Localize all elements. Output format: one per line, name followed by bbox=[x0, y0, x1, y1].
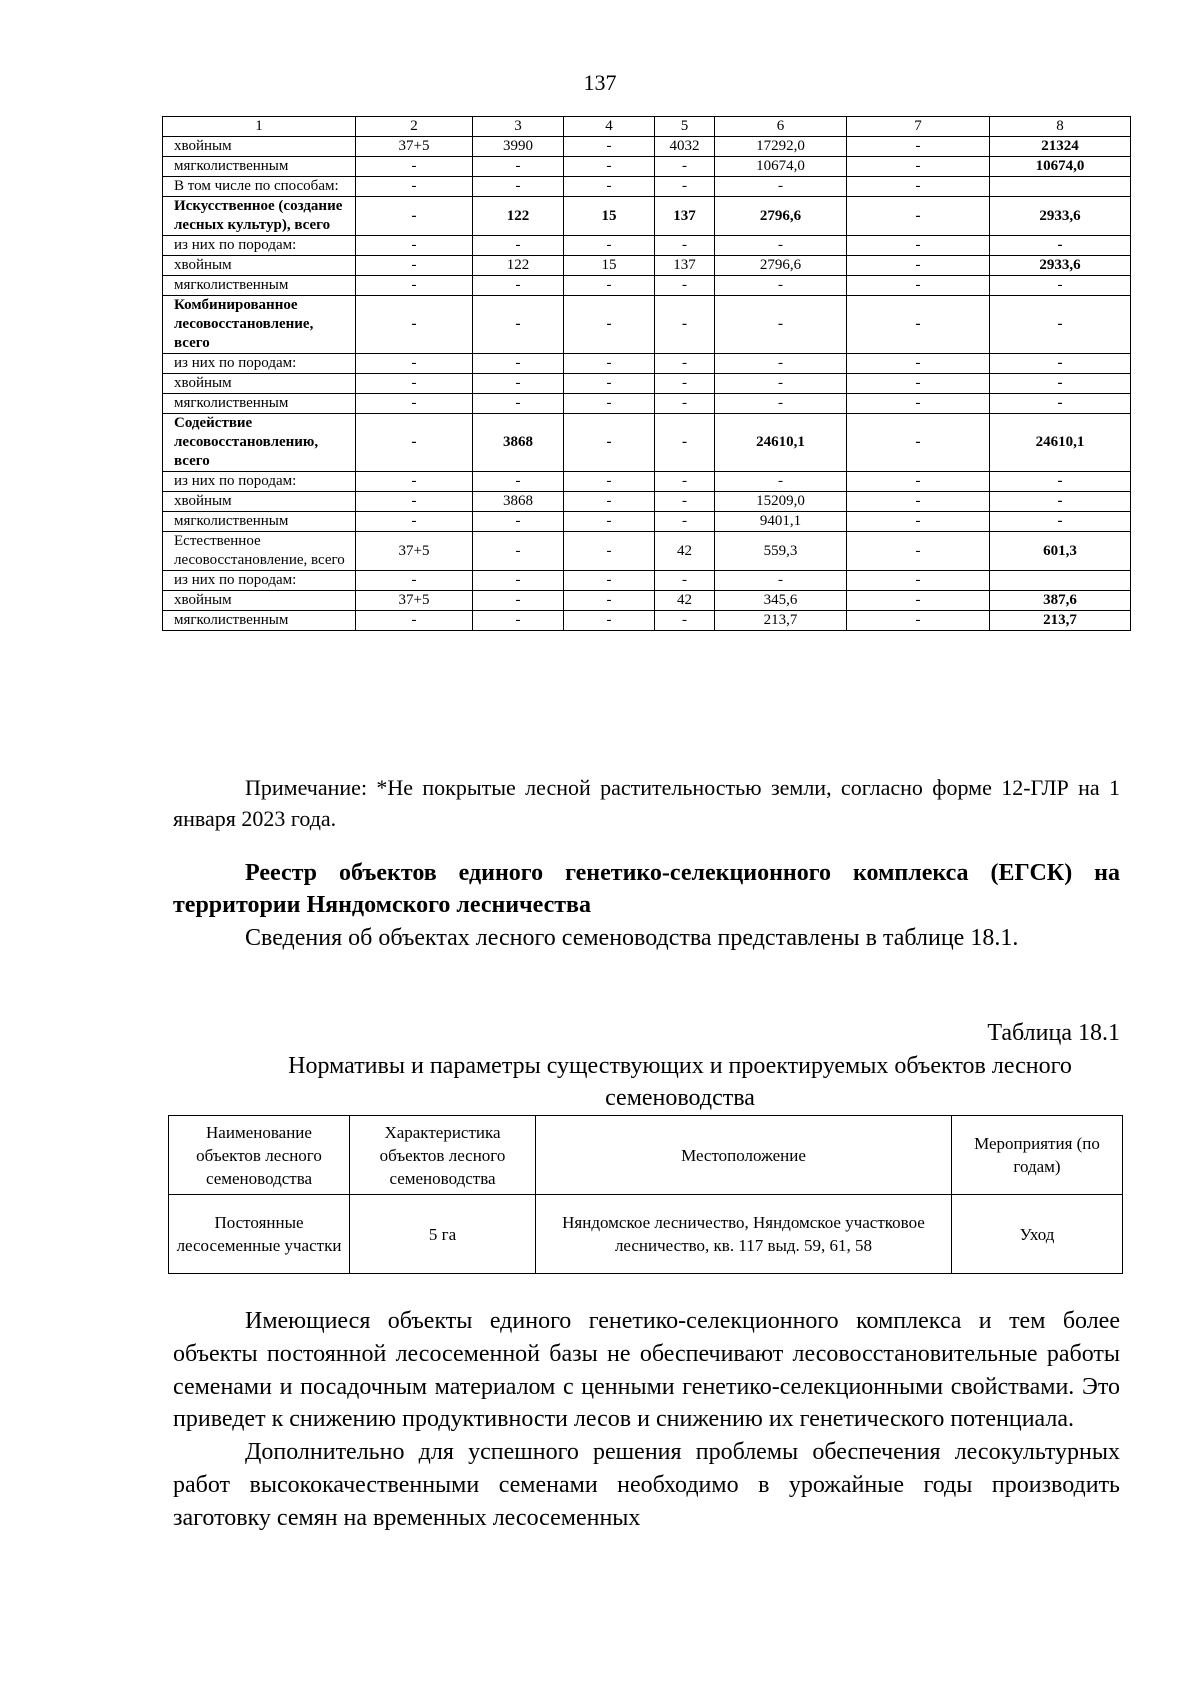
table-cell: - bbox=[655, 236, 715, 256]
table-cell: 17292,0 bbox=[715, 137, 847, 157]
table-cell: - bbox=[564, 414, 655, 472]
table-cell: - bbox=[847, 197, 990, 236]
page-number: 137 bbox=[583, 70, 617, 95]
table-cell: - bbox=[356, 414, 473, 472]
table-cell: - bbox=[564, 512, 655, 532]
table-cell: 5 га bbox=[350, 1195, 536, 1274]
table-cell: 3868 bbox=[473, 414, 564, 472]
table-cell: - bbox=[564, 137, 655, 157]
table-row bbox=[163, 414, 1131, 472]
table-cell: 42 bbox=[655, 591, 715, 611]
table-cell: - bbox=[564, 296, 655, 354]
table-cell: 15209,0 bbox=[715, 492, 847, 512]
table-cell: - bbox=[847, 137, 990, 157]
table-cell: мягколиственным bbox=[163, 276, 356, 296]
seed-objects-table bbox=[168, 1115, 1123, 1274]
table-cell bbox=[990, 571, 1131, 591]
table-header-row bbox=[163, 117, 1131, 137]
table-cell: 122 bbox=[473, 197, 564, 236]
table-cell: - bbox=[564, 472, 655, 492]
table-number: Таблица 18.1 bbox=[987, 1020, 1120, 1046]
header-cell: 1 bbox=[163, 117, 356, 137]
table-header-row bbox=[169, 1116, 1123, 1195]
header-cell: 8 bbox=[990, 117, 1131, 137]
table-cell: - bbox=[564, 157, 655, 177]
table-cell: - bbox=[356, 197, 473, 236]
table-cell: - bbox=[564, 571, 655, 591]
table-row bbox=[163, 137, 1131, 157]
header-cell: 7 bbox=[847, 117, 990, 137]
table-cell: из них по породам: bbox=[163, 472, 356, 492]
table-row bbox=[163, 512, 1131, 532]
table-cell: - bbox=[655, 177, 715, 197]
table-cell: Няндомское лесничество, Няндомское участковое лесничество, кв. 117 выд. 59, 61, 58 bbox=[536, 1195, 952, 1274]
table-cell: - bbox=[564, 374, 655, 394]
table-cell: - bbox=[990, 394, 1131, 414]
table-cell: - bbox=[847, 414, 990, 472]
table-cell: - bbox=[847, 571, 990, 591]
table-cell: - bbox=[473, 472, 564, 492]
table-cell: хвойным bbox=[163, 137, 356, 157]
intro-paragraph bbox=[173, 921, 1120, 955]
table-cell: - bbox=[564, 492, 655, 512]
table-cell: - bbox=[356, 157, 473, 177]
table-row bbox=[163, 374, 1131, 394]
table-cell: 37+5 bbox=[356, 137, 473, 157]
table-cell: - bbox=[847, 532, 990, 571]
intro-text: Сведения об объектах лесного семеноводства представлены в таблице 18.1. bbox=[245, 925, 1019, 951]
table-cell: - bbox=[655, 512, 715, 532]
table-cell: 559,3 bbox=[715, 532, 847, 571]
table-cell: - bbox=[990, 354, 1131, 374]
paragraph bbox=[173, 1436, 1120, 1534]
body-paragraphs bbox=[173, 1305, 1120, 1535]
table-cell: - bbox=[715, 374, 847, 394]
table-cell: - bbox=[356, 236, 473, 256]
table-cell: - bbox=[473, 374, 564, 394]
header-cell: 2 bbox=[356, 117, 473, 137]
table-cell: 10674,0 bbox=[990, 157, 1131, 177]
table-cell: 3990 bbox=[473, 137, 564, 157]
table-cell: - bbox=[847, 374, 990, 394]
table-row bbox=[163, 177, 1131, 197]
table-cell: - bbox=[356, 296, 473, 354]
table-cell: Комбинированное лесовосстановление, всего bbox=[163, 296, 356, 354]
header-cell: Местоположение bbox=[536, 1116, 952, 1195]
table-cell: - bbox=[564, 532, 655, 571]
table-cell: 345,6 bbox=[715, 591, 847, 611]
table-cell: - bbox=[655, 296, 715, 354]
table-row bbox=[163, 256, 1131, 276]
table-cell: мягколиственным bbox=[163, 512, 356, 532]
table-cell: - bbox=[473, 276, 564, 296]
table-cell: - bbox=[847, 354, 990, 374]
table-row bbox=[163, 532, 1131, 571]
table-cell: - bbox=[356, 394, 473, 414]
table-cell: - bbox=[847, 492, 990, 512]
table-cell: - bbox=[356, 571, 473, 591]
table-cell: мягколиственным bbox=[163, 157, 356, 177]
table-cell: 3868 bbox=[473, 492, 564, 512]
table-cell: - bbox=[473, 157, 564, 177]
header-cell: 4 bbox=[564, 117, 655, 137]
table-cell: В том числе по способам: bbox=[163, 177, 356, 197]
table-cell: - bbox=[847, 276, 990, 296]
table-cell: 24610,1 bbox=[990, 414, 1131, 472]
table-cell: - bbox=[473, 591, 564, 611]
table-cell: Естественное лесовосстановление, всего bbox=[163, 532, 356, 571]
table-cell: 213,7 bbox=[990, 611, 1131, 631]
table-cell: - bbox=[847, 611, 990, 631]
table-cell: - bbox=[473, 394, 564, 414]
table-cell: - bbox=[990, 276, 1131, 296]
header-cell: Наименование объектов лесного семеноводства bbox=[169, 1116, 350, 1195]
table-cell: 4032 bbox=[655, 137, 715, 157]
table-cell: - bbox=[847, 591, 990, 611]
table-cell: - bbox=[356, 354, 473, 374]
table-cell: 2933,6 bbox=[990, 197, 1131, 236]
table-cell: - bbox=[473, 296, 564, 354]
table-cell: - bbox=[655, 611, 715, 631]
table-row bbox=[163, 472, 1131, 492]
table-cell: 213,7 bbox=[715, 611, 847, 631]
section-heading bbox=[173, 857, 1120, 921]
table-row bbox=[163, 354, 1131, 374]
table-cell: - bbox=[655, 157, 715, 177]
table-cell: из них по породам: bbox=[163, 354, 356, 374]
table-cell: - bbox=[847, 472, 990, 492]
table-cell: - bbox=[655, 276, 715, 296]
paragraph-text: Имеющиеся объекты единого генетико-селекционного комплекса и тем более объекты постоянной лесосеменной базы не обеспечивают лесовосстановительные работы семенами и посадочным материалом с ценными генетико-селекционными свойствами. Это приведет к снижению продуктивности лесов и снижению их генетического потенциала. bbox=[173, 1308, 1120, 1433]
table-cell: 137 bbox=[655, 197, 715, 236]
table-cell: - bbox=[990, 296, 1131, 354]
table-cell: 21324 bbox=[990, 137, 1131, 157]
table-cell: 2796,6 bbox=[715, 256, 847, 276]
table-caption: Нормативы и параметры существующих и проектируемых объектов лесного семеноводства bbox=[288, 1053, 1072, 1111]
table-cell: - bbox=[715, 276, 847, 296]
table-note bbox=[173, 772, 1120, 834]
table-cell: - bbox=[356, 177, 473, 197]
table-row bbox=[163, 236, 1131, 256]
table-cell: - bbox=[356, 374, 473, 394]
table-cell: 9401,1 bbox=[715, 512, 847, 532]
table-cell: - bbox=[473, 354, 564, 374]
table-cell: хвойным bbox=[163, 374, 356, 394]
table-cell: - bbox=[990, 512, 1131, 532]
table-cell: - bbox=[356, 276, 473, 296]
table-cell: 2796,6 bbox=[715, 197, 847, 236]
table-cell: мягколиственным bbox=[163, 394, 356, 414]
table-cell: - bbox=[715, 354, 847, 374]
table-row bbox=[169, 1195, 1123, 1274]
header-cell: 5 bbox=[655, 117, 715, 137]
table-cell: 37+5 bbox=[356, 532, 473, 571]
table-cell: - bbox=[655, 374, 715, 394]
header-cell: Мероприятия (по годам) bbox=[952, 1116, 1123, 1195]
table-cell: 2933,6 bbox=[990, 256, 1131, 276]
table-cell: 24610,1 bbox=[715, 414, 847, 472]
table-cell bbox=[990, 177, 1131, 197]
table-cell: - bbox=[847, 177, 990, 197]
table-row bbox=[163, 296, 1131, 354]
table-cell: - bbox=[715, 394, 847, 414]
table-cell: - bbox=[356, 472, 473, 492]
table-row bbox=[163, 157, 1131, 177]
table-cell: - bbox=[990, 492, 1131, 512]
table-cell: хвойным bbox=[163, 492, 356, 512]
table-cell: - bbox=[655, 492, 715, 512]
table-cell: - bbox=[847, 394, 990, 414]
table-cell: - bbox=[473, 571, 564, 591]
table-row bbox=[163, 591, 1131, 611]
table-cell: - bbox=[356, 512, 473, 532]
table-cell: - bbox=[847, 512, 990, 532]
paragraph bbox=[173, 1305, 1120, 1436]
paragraph-text: Дополнительно для успешного решения проблемы обеспечения лесокультурных работ высококачественными семенами необходимо в урожайные годы производить заготовку семян на временных лесосеменных bbox=[173, 1439, 1120, 1531]
table-cell: - bbox=[715, 177, 847, 197]
table-cell: - bbox=[473, 236, 564, 256]
table-cell: - bbox=[473, 512, 564, 532]
table-cell: - bbox=[847, 256, 990, 276]
table-row bbox=[163, 571, 1131, 591]
table-cell: 122 bbox=[473, 256, 564, 276]
header-cell: Характеристика объектов лесного семеноводства bbox=[350, 1116, 536, 1195]
table-cell: - bbox=[564, 354, 655, 374]
table-cell: - bbox=[655, 394, 715, 414]
table-cell: Постоянные лесосеменные участки bbox=[169, 1195, 350, 1274]
table-cell: - bbox=[473, 611, 564, 631]
table-cell: 10674,0 bbox=[715, 157, 847, 177]
table-cell: - bbox=[473, 532, 564, 571]
table-cell: - bbox=[847, 236, 990, 256]
forest-regeneration-table bbox=[162, 116, 1131, 631]
table-row bbox=[163, 394, 1131, 414]
table-cell: 387,6 bbox=[990, 591, 1131, 611]
table-cell: - bbox=[564, 591, 655, 611]
table-row bbox=[163, 276, 1131, 296]
table-cell: - bbox=[655, 472, 715, 492]
table-cell: - bbox=[564, 236, 655, 256]
header-cell: 3 bbox=[473, 117, 564, 137]
table-cell: - bbox=[564, 276, 655, 296]
table-cell: хвойным bbox=[163, 591, 356, 611]
table-cell: - bbox=[847, 296, 990, 354]
table-cell: - bbox=[990, 236, 1131, 256]
table-cell: из них по породам: bbox=[163, 236, 356, 256]
table-cell: - bbox=[655, 414, 715, 472]
table-cell: - bbox=[356, 492, 473, 512]
table-cell: Содействие лесовосстановлению, всего bbox=[163, 414, 356, 472]
table-cell: - bbox=[473, 177, 564, 197]
table-cell: - bbox=[990, 374, 1131, 394]
table-cell: - bbox=[847, 157, 990, 177]
table-cell: - bbox=[990, 472, 1131, 492]
table-cell: - bbox=[715, 472, 847, 492]
table-cell: - bbox=[715, 571, 847, 591]
table-cell: - bbox=[715, 296, 847, 354]
table-cell: хвойным bbox=[163, 256, 356, 276]
table-cell: 37+5 bbox=[356, 591, 473, 611]
table-cell: - bbox=[564, 394, 655, 414]
table-cell: - bbox=[356, 256, 473, 276]
table-row bbox=[163, 197, 1131, 236]
table-cell: 137 bbox=[655, 256, 715, 276]
table-row bbox=[163, 611, 1131, 631]
header-cell: 6 bbox=[715, 117, 847, 137]
table-cell: 15 bbox=[564, 256, 655, 276]
table-cell: - bbox=[655, 354, 715, 374]
table-cell: - bbox=[715, 236, 847, 256]
table-body bbox=[163, 117, 1131, 631]
table-row bbox=[163, 492, 1131, 512]
table-cell: 601,3 bbox=[990, 532, 1131, 571]
table-cell: Искусственное (создание лесных культур), всего bbox=[163, 197, 356, 236]
note-text: Примечание: *Не покрытые лесной растительностью земли, согласно форме 12-ГЛР на 1 января 2023 года. bbox=[173, 775, 1120, 831]
table-cell: Уход bbox=[952, 1195, 1123, 1274]
table-cell: - bbox=[564, 611, 655, 631]
table-cell: из них по породам: bbox=[163, 571, 356, 591]
heading-text: Реестр объектов единого генетико-селекционного комплекса (ЕГСК) на территории Няндомского лесничества bbox=[173, 860, 1120, 918]
table-cell: мягколиственным bbox=[163, 611, 356, 631]
table-cell: 42 bbox=[655, 532, 715, 571]
table-cell: - bbox=[356, 611, 473, 631]
table-cell: 15 bbox=[564, 197, 655, 236]
table-cell: - bbox=[655, 571, 715, 591]
table-cell: - bbox=[564, 177, 655, 197]
